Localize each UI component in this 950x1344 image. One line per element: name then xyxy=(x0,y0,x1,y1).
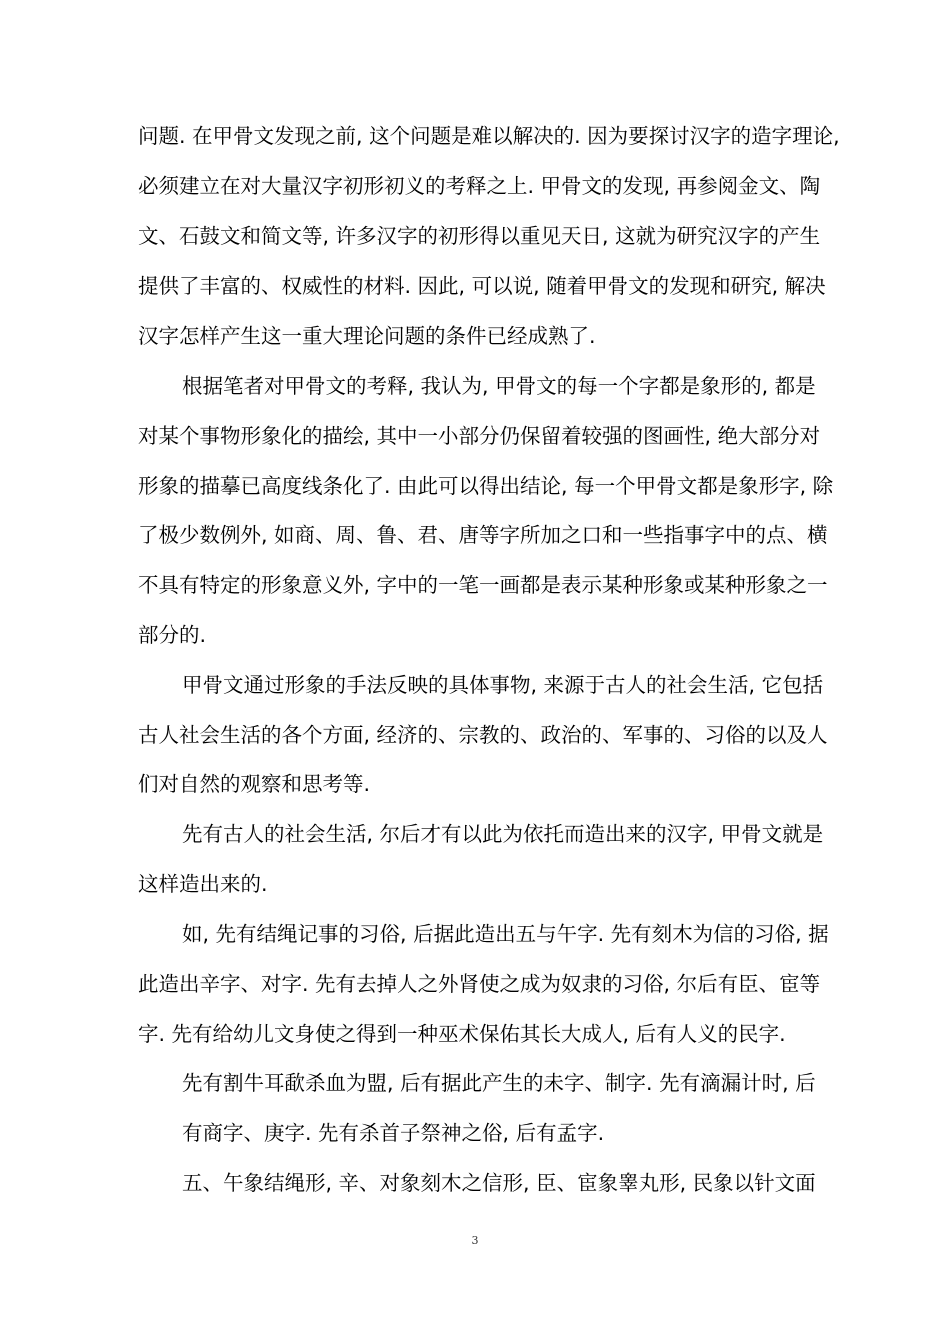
text-line: 文、石鼓文和简文等, 许多汉字的初形得以重见天日, 这就为研究汉字的产生 xyxy=(138,224,821,248)
text-line: 古人社会生活的各个方面, 经济的、宗教的、政治的、军事的、习俗的以及人 xyxy=(138,723,828,747)
paragraph-start-line: 甲骨文通过形象的手法反映的具体事物, 来源于古人的社会生活, 它包括 xyxy=(182,673,824,697)
text-line: 部分的. xyxy=(138,623,207,647)
text-line: 们对自然的观察和思考等. xyxy=(138,772,371,796)
text-line: 必须建立在对大量汉字初形初义的考释之上. 甲骨文的发现, 再参阅金文、陶 xyxy=(138,174,821,198)
page-number: 3 xyxy=(471,1234,479,1247)
text-line: 有商字、庚字. 先有杀首子祭神之俗, 后有孟字. xyxy=(182,1121,605,1145)
text-line: 不具有特定的形象意义外, 字中的一笔一画都是表示某种形象或某种形象之一 xyxy=(138,573,828,597)
text-line: 了极少数例外, 如商、周、鲁、君、唐等字所加之口和一些指事字中的点、横 xyxy=(138,523,828,547)
paragraph-start-line: 根据笔者对甲骨文的考释, 我认为, 甲骨文的每一个字都是象形的, 都是 xyxy=(182,374,816,398)
text-line: 这样造出来的. xyxy=(138,872,268,896)
text-line: 对某个事物形象化的描绘, 其中一小部分仍保留着较强的图画性, 绝大部分对 xyxy=(138,424,821,448)
paragraph-start-line: 五、午象结绳形, 辛、对象刻木之信形, 臣、宦象睾丸形, 民象以针文面 xyxy=(182,1171,816,1195)
paragraph-start-line: 先有割牛耳歃杀血为盟, 后有据此产生的未字、制字. 先有滴漏计时, 后 xyxy=(182,1071,816,1095)
text-line: 汉字怎样产生这一重大理论问题的条件已经成熟了. xyxy=(138,324,596,348)
text-line: 字. 先有给幼儿文身使之得到一种巫术保佑其长大成人, 后有人义的民字. xyxy=(138,1022,786,1046)
text-line: 此造出辛字、对字. 先有去掉人之外肾使之成为奴隶的习俗, 尔后有臣、宦等 xyxy=(138,972,821,996)
text-line: 问题. 在甲骨文发现之前, 这个问题是难以解决的. 因为要探讨汉字的造字理论, xyxy=(138,124,840,148)
text-line: 提供了丰富的、权威性的材料. 因此, 可以说, 随着甲骨文的发现和研究, 解决 xyxy=(138,274,826,298)
text-line: 形象的描摹已高度线条化了. 由此可以得出结论, 每一个甲骨文都是象形字, 除 xyxy=(138,474,834,498)
paragraph-start-line: 先有古人的社会生活, 尔后才有以此为依托而造出来的汉字, 甲骨文就是 xyxy=(182,822,824,846)
paragraph-start-line: 如, 先有结绳记事的习俗, 后据此造出五与午字. 先有刻木为信的习俗, 据 xyxy=(182,922,829,946)
